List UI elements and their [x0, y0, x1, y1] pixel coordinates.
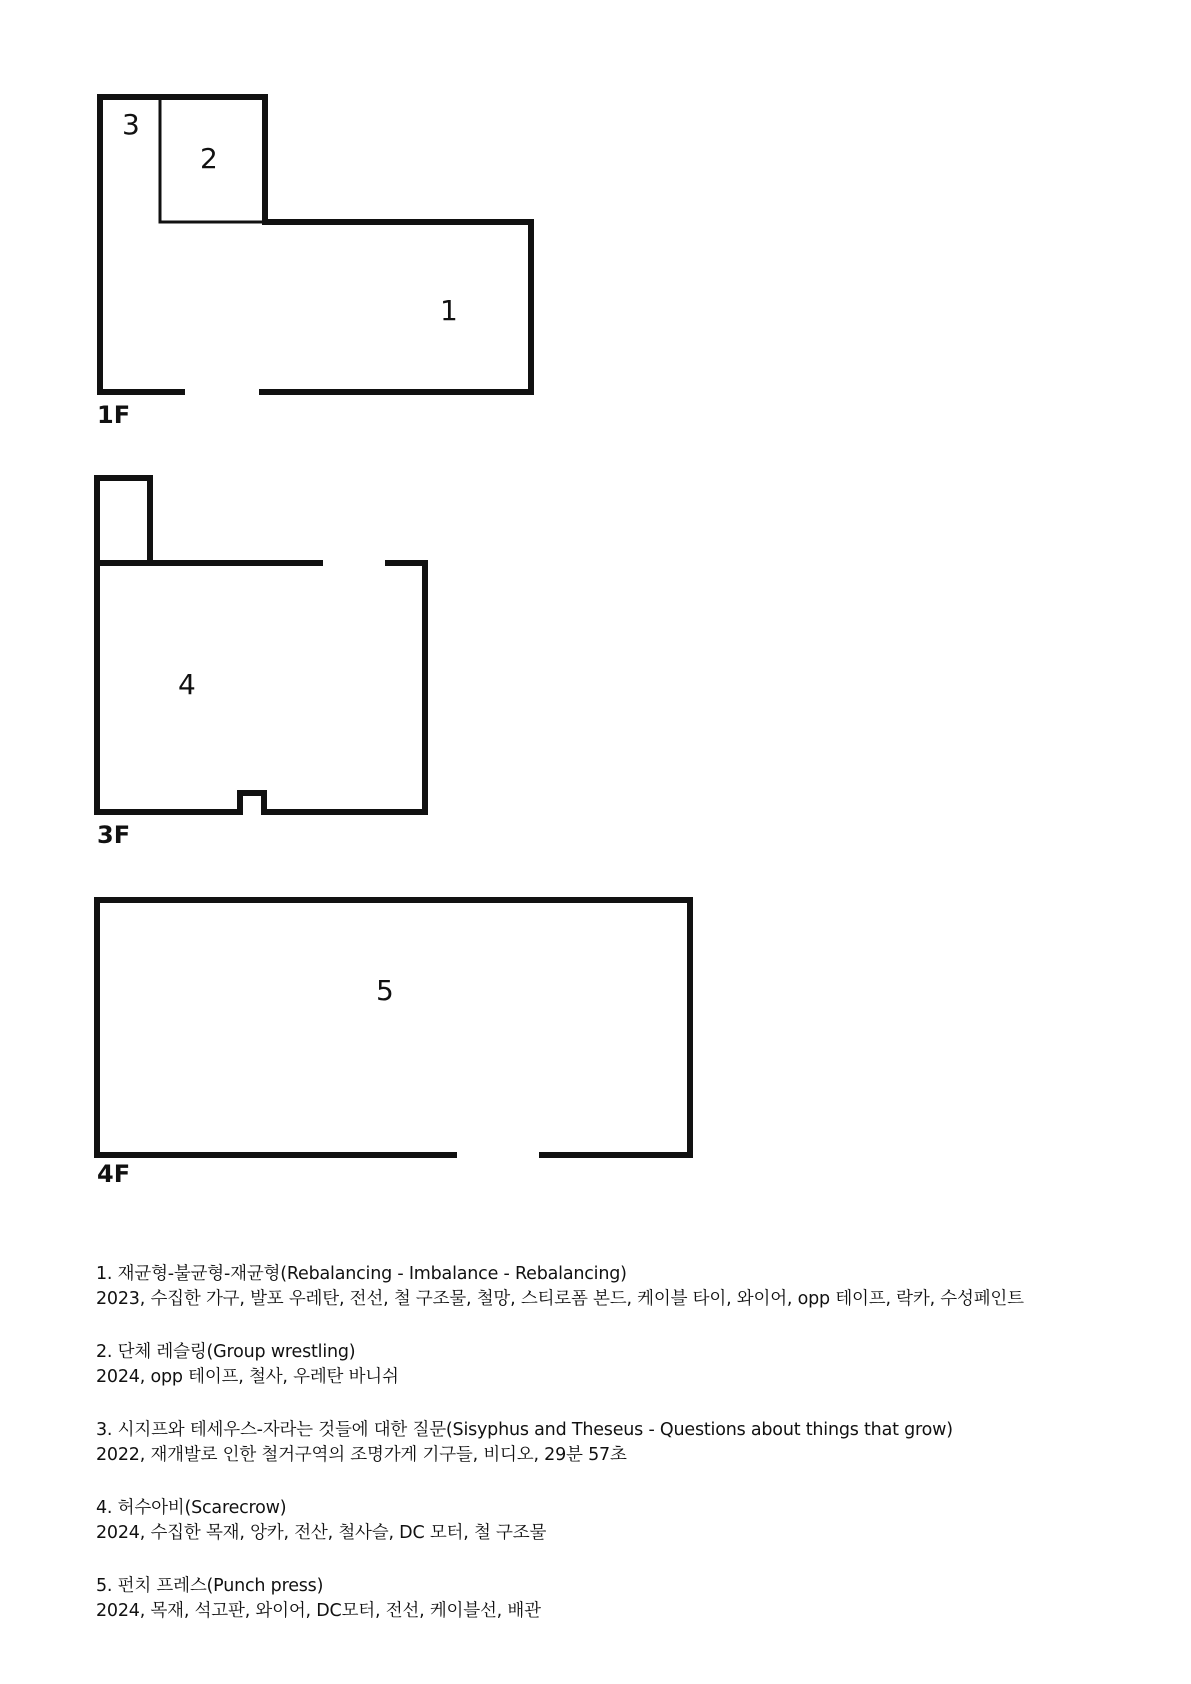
work-entry-5 [96, 1574, 1156, 1624]
room-3-wall [100, 97, 265, 392]
floor-plan-3f [97, 478, 425, 849]
work-entry-1 [96, 1262, 1156, 1312]
small-room-wall [97, 478, 150, 563]
work-title: 5. 펀치 프레스(Punch press) [96, 1576, 324, 1596]
room-5-wall [97, 900, 690, 1155]
work-entry-4 [96, 1496, 1156, 1546]
work-detail: 2022, 재개발로 인한 철거구역의 조명가게 기구들, 비디오, 29분 57초 [96, 1445, 627, 1465]
work-title: 1. 재균형-불균형-재균형(Rebalancing - Imbalance - Rebalancing) [96, 1264, 627, 1284]
floor-label-1f: 1F [97, 401, 131, 429]
floor-plan-4f [97, 900, 690, 1188]
work-entry-3 [96, 1418, 1156, 1468]
work-detail: 2024, 목재, 석고판, 와이어, DC모터, 전선, 케이블선, 배관 [96, 1601, 541, 1621]
work-title: 3. 시지프와 테세우스-자라는 것들에 대한 질문(Sisyphus and Theseus - Questions about things that grow) [96, 1420, 953, 1440]
floor-label-3f: 3F [97, 821, 131, 849]
room-number-3: 3 [122, 108, 140, 141]
work-detail: 2024, opp 테이프, 철사, 우레탄 바니쉬 [96, 1367, 399, 1387]
room-number-2: 2 [200, 142, 218, 175]
room-4-wall-right [97, 563, 425, 812]
work-title: 4. 허수아비(Scarecrow) [96, 1498, 287, 1518]
works-legend [96, 1262, 1156, 1652]
work-entry-2 [96, 1340, 1156, 1390]
room-1-wall [262, 222, 531, 392]
room-number-4: 4 [178, 668, 196, 701]
work-detail: 2023, 수집한 가구, 발포 우레탄, 전선, 철 구조물, 철망, 스티로폼 본드, 케이블 타이, 와이어, opp 테이프, 락카, 수성페인트 [96, 1289, 1024, 1309]
floor-label-4f: 4F [97, 1160, 131, 1188]
room-number-5: 5 [376, 974, 394, 1007]
floor-plan-1f [97, 97, 531, 429]
work-detail: 2024, 수집한 목재, 앙카, 전산, 철사슬, DC 모터, 철 구조물 [96, 1523, 547, 1543]
work-title: 2. 단체 레슬링(Group wrestling) [96, 1342, 356, 1362]
room-number-1: 1 [440, 294, 458, 327]
